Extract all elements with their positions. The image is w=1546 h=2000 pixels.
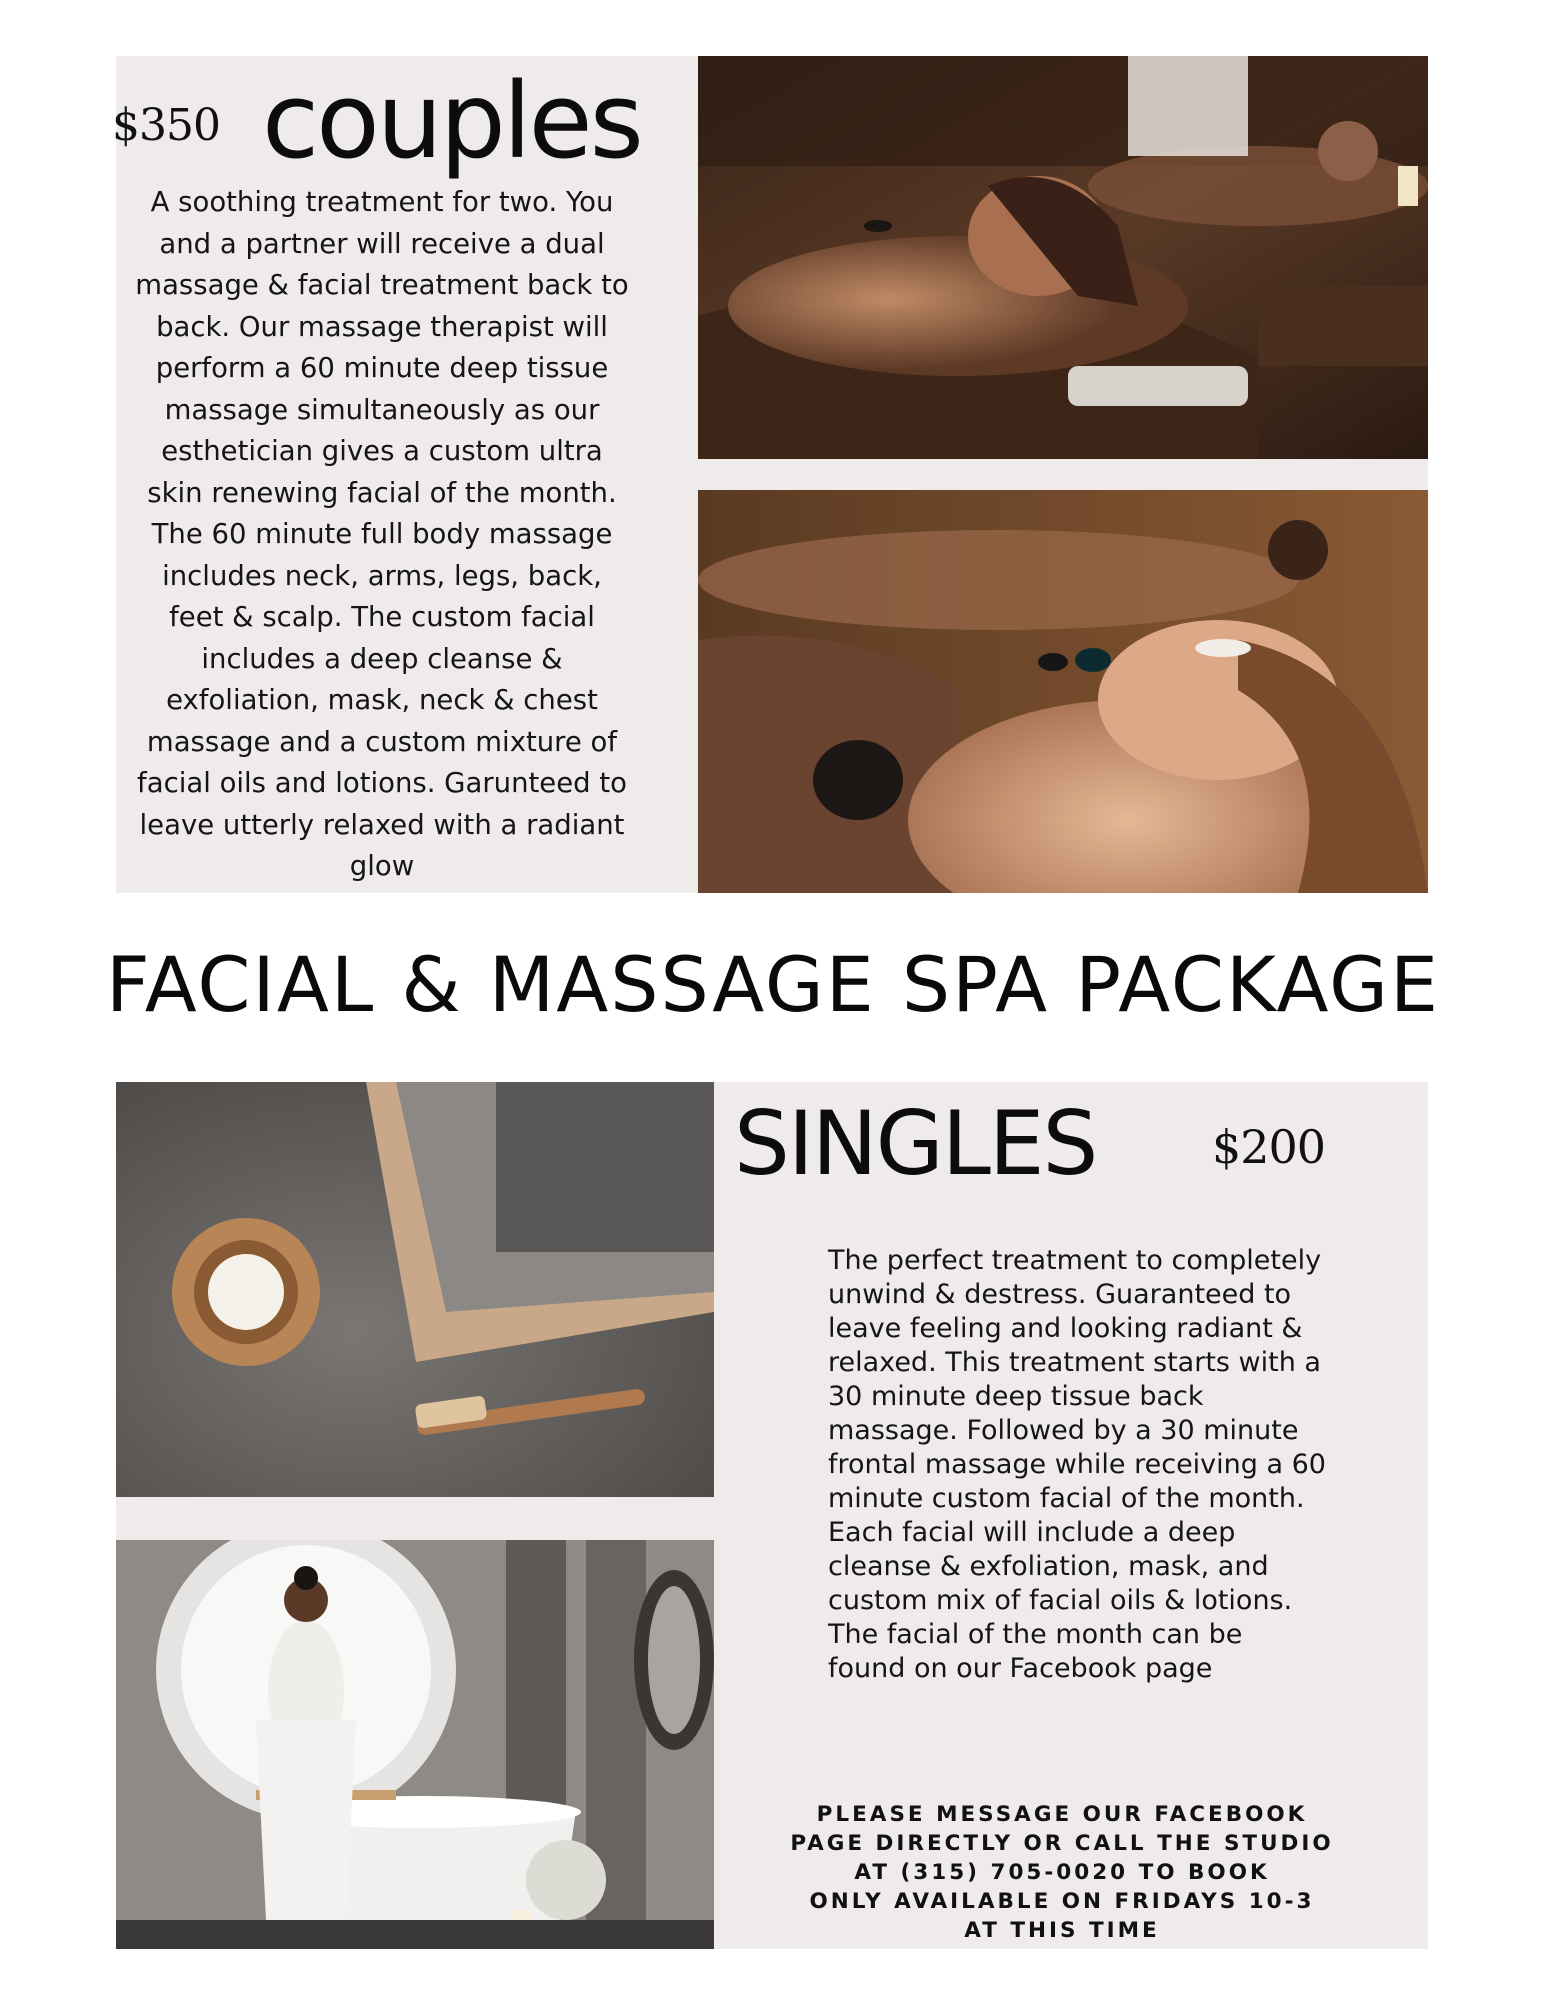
singles-title: SINGLES xyxy=(734,1092,1097,1195)
singles-description: The perfect treatment to completely unwind & destress. Guaranteed to leave feeling and looking radiant & relaxed. This treatment starts with a 30 minute deep tissue back massage. Followed by a 30 minute frontal massage while receiving a 60 minute custom facial of the month. Each facial will include a deep cleanse & exfoliation, mask, and custom mix of facial oils & lotions. The facial of the month can be found on our Facebook page xyxy=(828,1245,1326,1684)
couples-price: $350 xyxy=(112,100,220,151)
couples-title: couples xyxy=(262,60,641,182)
cta-line: AT THIS TIME xyxy=(964,1918,1160,1943)
cta-line: PLEASE MESSAGE OUR FACEBOOK xyxy=(816,1802,1308,1827)
couples-massage-photo xyxy=(698,56,1428,459)
couples-description: A soothing treatment for two. You and a partner will receive a dual massage & facial treatment back to back. Our massage therapist will perform a 60 minute deep tissue massage simultaneously as our esthetician gives a custom ultra skin renewing facial of the month. The 60 minute full body massage includes neck, arms, legs, back, feet & scalp. The custom facial includes a deep cleanse & exfoliation, mask, neck & chest massage and a custom mixture of facial oils and lotions. Garunteed to leave utterly relaxed with a radiant glow xyxy=(135,186,629,882)
spa-bath-photo xyxy=(116,1540,714,1949)
booking-call-to-action xyxy=(782,1800,1342,1945)
package-headline: FACIAL & MASSAGE SPA PACKAGE xyxy=(105,940,1441,1029)
cta-line: AT (315) 705-0020 TO BOOK xyxy=(854,1860,1270,1885)
cta-line: PAGE DIRECTLY OR CALL THE STUDIO xyxy=(790,1831,1334,1856)
spa-products-photo xyxy=(116,1082,714,1497)
singles-price: $200 xyxy=(1212,1120,1326,1174)
couples-facial-photo xyxy=(698,490,1428,893)
cta-line: ONLY AVAILABLE ON FRIDAYS 10-3 xyxy=(809,1889,1315,1914)
